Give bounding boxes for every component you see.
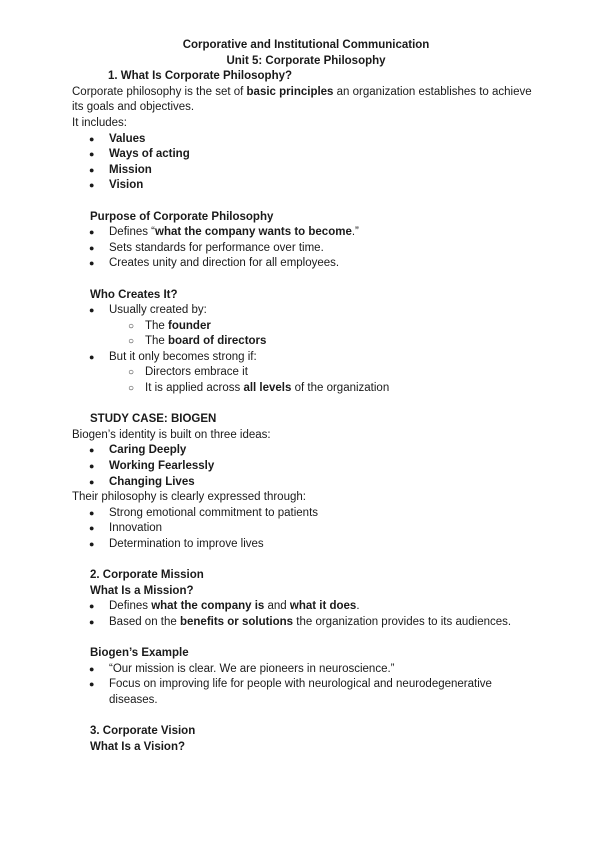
creators-sublist bbox=[72, 319, 540, 350]
list-item: ● Based on the benefits or solutions the organization provides to its audiences. bbox=[72, 615, 540, 631]
definition-paragraph: Corporate philosophy is the set of basic principles an organization establishes to achieve its goals and objectives. bbox=[72, 85, 532, 114]
purpose-list bbox=[72, 225, 540, 272]
list-item: ● Focus on improving life for people with neurological and neurodegenerative diseases. bbox=[72, 677, 540, 708]
section-1-heading: 1. What Is Corporate Philosophy? bbox=[108, 70, 293, 83]
mission-list bbox=[72, 599, 540, 630]
unit-title: Unit 5: Corporate Philosophy bbox=[226, 54, 386, 67]
list-item: ● Usually created by: bbox=[72, 303, 540, 319]
list-item: ● Sets standards for performance over time. bbox=[72, 241, 540, 257]
document-title: Corporative and Institutional Communication bbox=[182, 39, 430, 51]
list-item: ● Strong emotional commitment to patients bbox=[72, 506, 540, 522]
who-heading: Who Creates It? bbox=[90, 288, 178, 301]
section-2-heading: 2. Corporate Mission bbox=[90, 569, 204, 582]
example-list bbox=[72, 662, 540, 709]
list-item: ● Determination to improve lives bbox=[72, 537, 540, 553]
example-heading: Biogen’s Example bbox=[90, 647, 189, 660]
includes-list bbox=[72, 132, 540, 194]
includes-label: It includes: bbox=[72, 116, 127, 129]
mission-question: What Is a Mission? bbox=[90, 584, 194, 597]
vision-question: What Is a Vision? bbox=[90, 740, 185, 753]
case-identity: Biogen’s identity is built on three ideas: bbox=[72, 428, 271, 441]
list-item: ● But it only becomes strong if: bbox=[72, 350, 540, 366]
list-item: ● Ways of acting bbox=[72, 147, 540, 163]
list-item: ● Innovation bbox=[72, 521, 540, 537]
list-item: ● Defines what the company is and what it does. bbox=[72, 599, 540, 615]
list-item: ● Mission bbox=[72, 163, 540, 179]
expressed-list bbox=[72, 506, 540, 553]
list-item: ● Caring Deeply bbox=[72, 443, 540, 459]
case-expressed: Their philosophy is clearly expressed through: bbox=[72, 491, 306, 504]
list-item: ● Changing Lives bbox=[72, 475, 540, 491]
sublist-item: ○ It is applied across all levels of the organization bbox=[72, 381, 540, 397]
list-item: ● Defines “what the company wants to become.” bbox=[72, 225, 540, 241]
conditions-sublist bbox=[72, 365, 540, 396]
sublist-item: ○ The board of directors bbox=[72, 334, 540, 350]
who-list bbox=[72, 303, 540, 319]
list-item: ● Creates unity and direction for all employees. bbox=[72, 256, 540, 272]
sublist-item: ○ The founder bbox=[72, 319, 540, 335]
ideas-list bbox=[72, 443, 540, 490]
list-item: ● Working Fearlessly bbox=[72, 459, 540, 475]
list-item: ● Vision bbox=[72, 178, 540, 194]
sublist-item: ○ Directors embrace it bbox=[72, 365, 540, 381]
who-list-2 bbox=[72, 350, 540, 366]
section-3-heading: 3. Corporate Vision bbox=[90, 725, 196, 738]
case-heading: STUDY CASE: BIOGEN bbox=[90, 413, 217, 426]
list-item: ● “Our mission is clear. We are pioneers in neuroscience.” bbox=[72, 662, 540, 678]
purpose-heading: Purpose of Corporate Philosophy bbox=[90, 210, 274, 223]
list-item: ● Values bbox=[72, 132, 540, 148]
